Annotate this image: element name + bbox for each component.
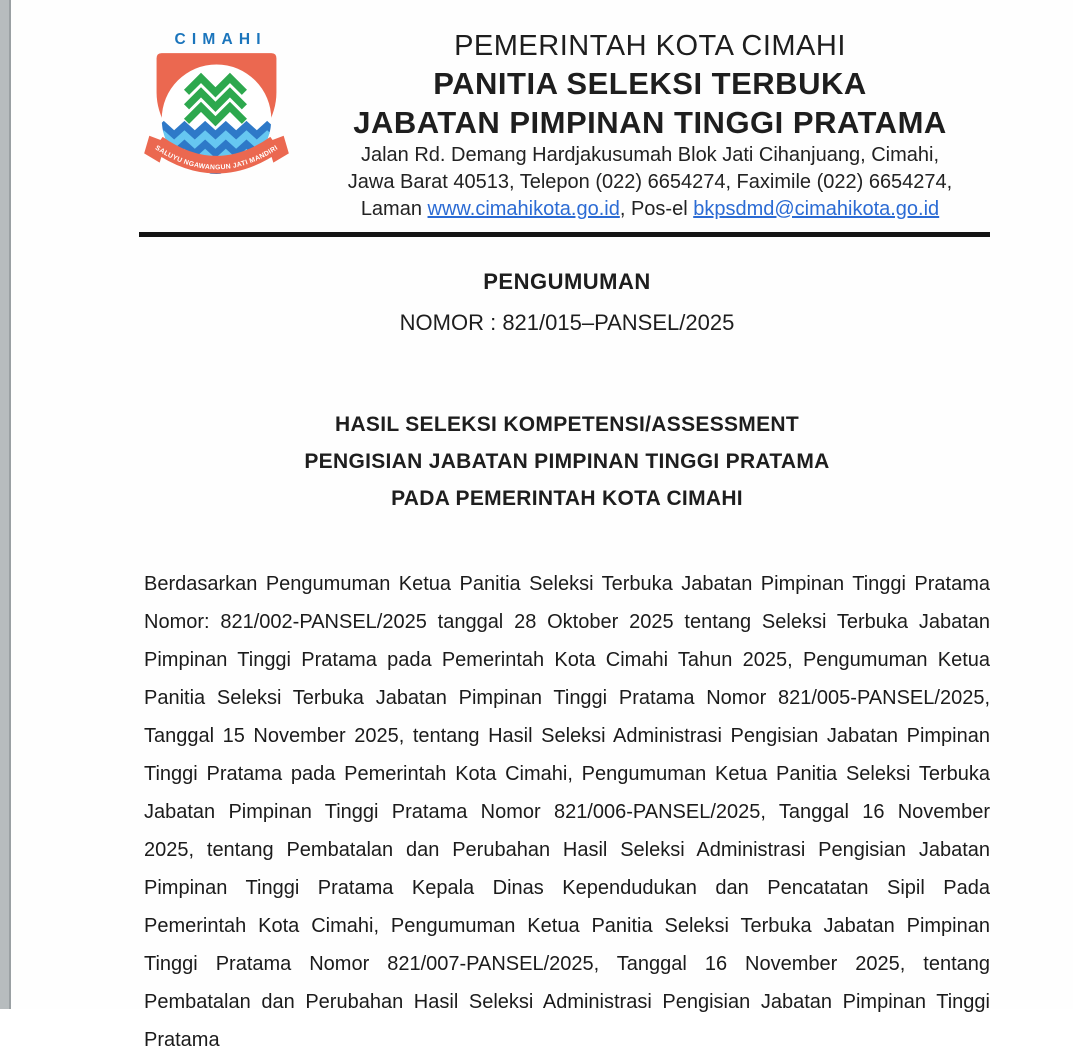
announcement-heading: PENGUMUMAN [483, 268, 651, 294]
letterhead-divider [139, 232, 990, 237]
email-link[interactable]: bkpsdmd@cimahikota.go.id [693, 197, 940, 220]
announcement-number: NOMOR : 821/015–PANSEL/2025 [399, 309, 735, 335]
government-name: PEMERINTAH KOTA CIMAHI [454, 30, 846, 62]
scan-edge-shadow [0, 0, 11, 1009]
address-line-2: Jawa Barat 40513, Telepon (022) 6654274, Faximile (022) 6654274, [347, 170, 953, 193]
logo-wordmark: CIMAHI [174, 30, 267, 48]
committee-name-line2: JABATAN PIMPINAN TINGGI PRATAMA [353, 104, 947, 140]
logo-motto: SALUYU NGAWANGUN JATI MANDIRI [153, 144, 280, 172]
website-label: Laman [360, 197, 428, 220]
email-label: , Pos-el [619, 197, 694, 220]
letterhead-text [297, 28, 1003, 222]
website-link[interactable]: www.cimahikota.go.id [427, 197, 620, 220]
address-line-1: Jalan Rd. Demang Hardjakusumah Blok Jati Cihanjuang, Cimahi, [360, 143, 940, 166]
cimahi-logo [139, 28, 297, 222]
cimahi-coat-of-arms-icon [139, 28, 294, 196]
document-page [11, 0, 1073, 1051]
document-title [144, 406, 990, 517]
address-line-3 [297, 197, 1003, 222]
document-title-line-3: PADA PEMERINTAH KOTA CIMAHI [391, 486, 743, 510]
letterhead [11, 0, 1073, 222]
document-title-line-1: HASIL SELEKSI KOMPETENSI/ASSESSMENT [334, 412, 800, 436]
document-title-line-2: PENGISIAN JABATAN PIMPINAN TINGGI PRATAMA [304, 449, 830, 473]
body-paragraph: Berdasarkan Pengumuman Ketua Panitia Seleksi Terbuka Jabatan Pimpinan Tinggi Pratama Nomor: 821/002-PANSEL/2025 tanggal 28 Oktober 2025 tentang Seleksi Terbuka Jabatan Pimpinan Tinggi Pratama pada Pemerintah Kota Cimahi Tahun 2025, Pengumuman Ketua Panitia Seleksi Terbuka Jabatan Pimpinan Tinggi Pratama Nomor 821/005-PANSEL/2025, Tanggal 15 November 2025, tentang Hasil Seleksi Administrasi Pengisian Jabatan Pimpinan Tinggi Pratama pada Pemerintah Kota Cimahi, Pengumuman Ketua Panitia Seleksi Terbuka Jabatan Pimpinan Tinggi Pratama Nomor 821/006-PANSEL/2025, Tanggal 16 November 2025, tentang Pembatalan dan Perubahan Hasil Seleksi Administrasi Pengisian Jabatan Pimpinan Tinggi Pratama Kepala Dinas Kependudukan dan Pencatatan Sipil Pada Pemerintah Kota Cimahi, Pengumuman Ketua Panitia Seleksi Terbuka Jabatan Pimpinan Tinggi Pratama Nomor 821/007-PANSEL/2025, Tanggal 16 November 2025, tentang Pembatalan dan Perubahan Hasil Seleksi Administrasi Pengisian Jabatan Pimpinan Tinggi Pratama [144, 572, 990, 1051]
document-body [144, 269, 990, 1059]
committee-name-line1: PANITIA SELEKSI TERBUKA [433, 66, 867, 102]
